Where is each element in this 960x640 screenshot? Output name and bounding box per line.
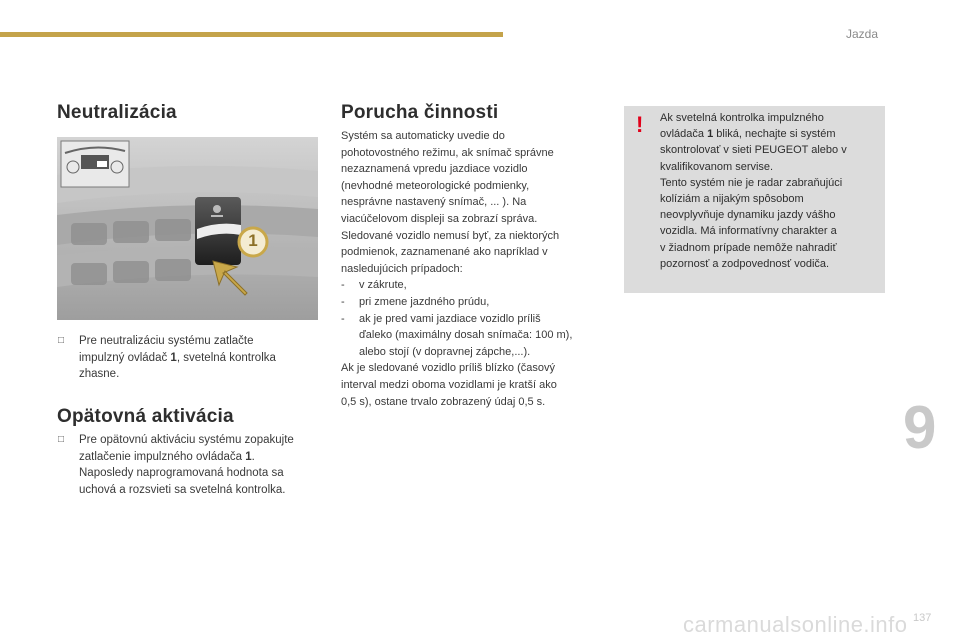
warning-note [624,106,885,293]
checkbox-bullet-icon: □ [58,434,65,445]
warning-icon: ! [636,112,644,137]
neutralization-step: □ Pre neutralizáciu systému zatlačte impulzný ovládač 1, svetelná kontrolka zhasne. [58,335,276,380]
section-name: Jazda [846,27,879,41]
reactivation-title: Opätovná aktivácia [57,406,234,427]
list-item: - ak je pred vami jazdiace vozidlo príliš ďaleko (maximálny dosah snímača: 100 m), alebo stojí (v dopravnej zápche,...). [341,312,573,358]
page-number: 137 [913,612,932,624]
chapter-number: 9 [903,394,937,461]
reactivation-step: □ Pre opätovnú aktiváciu systému zopakujte zatlačenie impulzného ovládača 1. Naposledy naprogramovaná hodnota sa uchová a rozsvieti sa svetelná kontrolka. [58,434,294,496]
dashboard-illustration [57,137,318,320]
header-accent-bar [0,32,503,37]
malfunction-text [341,128,611,410]
list-item: - v zákrute, [341,279,407,292]
malfunction-outro: Ak je sledované vozidlo príliš blízko (časový interval medzi oboma vozidlami je kratší ako 0,5 s), ostane trvalo zobrazený údaj 0,5 s. [341,362,557,408]
checkbox-bullet-icon: □ [58,335,65,346]
list-item: - pri zmene jazdného prúdu, [341,295,490,308]
malfunction-intro: Systém sa automaticky uvedie do pohotovostného režimu, ak snímač správne nezaznamená vpredu jazdiace vozidlo (nevhodné meteorologické podmienky, nesprávne nastavený snímač, ... ). Na viacúčelovom displeji sa zobrazí správa. Sledované vozidlo nemusí byť, za niektorých podmienok, zaznamenané ako napríklad v nasledujúcich prípadoch: [341,130,560,275]
warning-text: Ak svetelná kontrolka impulzného ovládača 1 bliká, nechajte si systém skontrolovať v sieti PEUGEOT alebo v kvalifikovanom servise. Tento systém nie je radar zabraňujúci kolíziám a nijakým spôsobom neovplyvňuje dynamiku jazdy vášho vozidla. Má informatívny charakter a v žiadnom prípade nemôže nahradiť pozornosť a zodpovednosť vodiča. [660,112,847,270]
watermark: carmanualsonline.info [683,612,908,637]
callout-number: 1 [248,231,258,250]
control-photo [57,137,318,320]
malfunction-title: Porucha činnosti [341,102,499,123]
impulse-button [195,197,241,265]
neutralization-title: Neutralizácia [57,102,177,123]
